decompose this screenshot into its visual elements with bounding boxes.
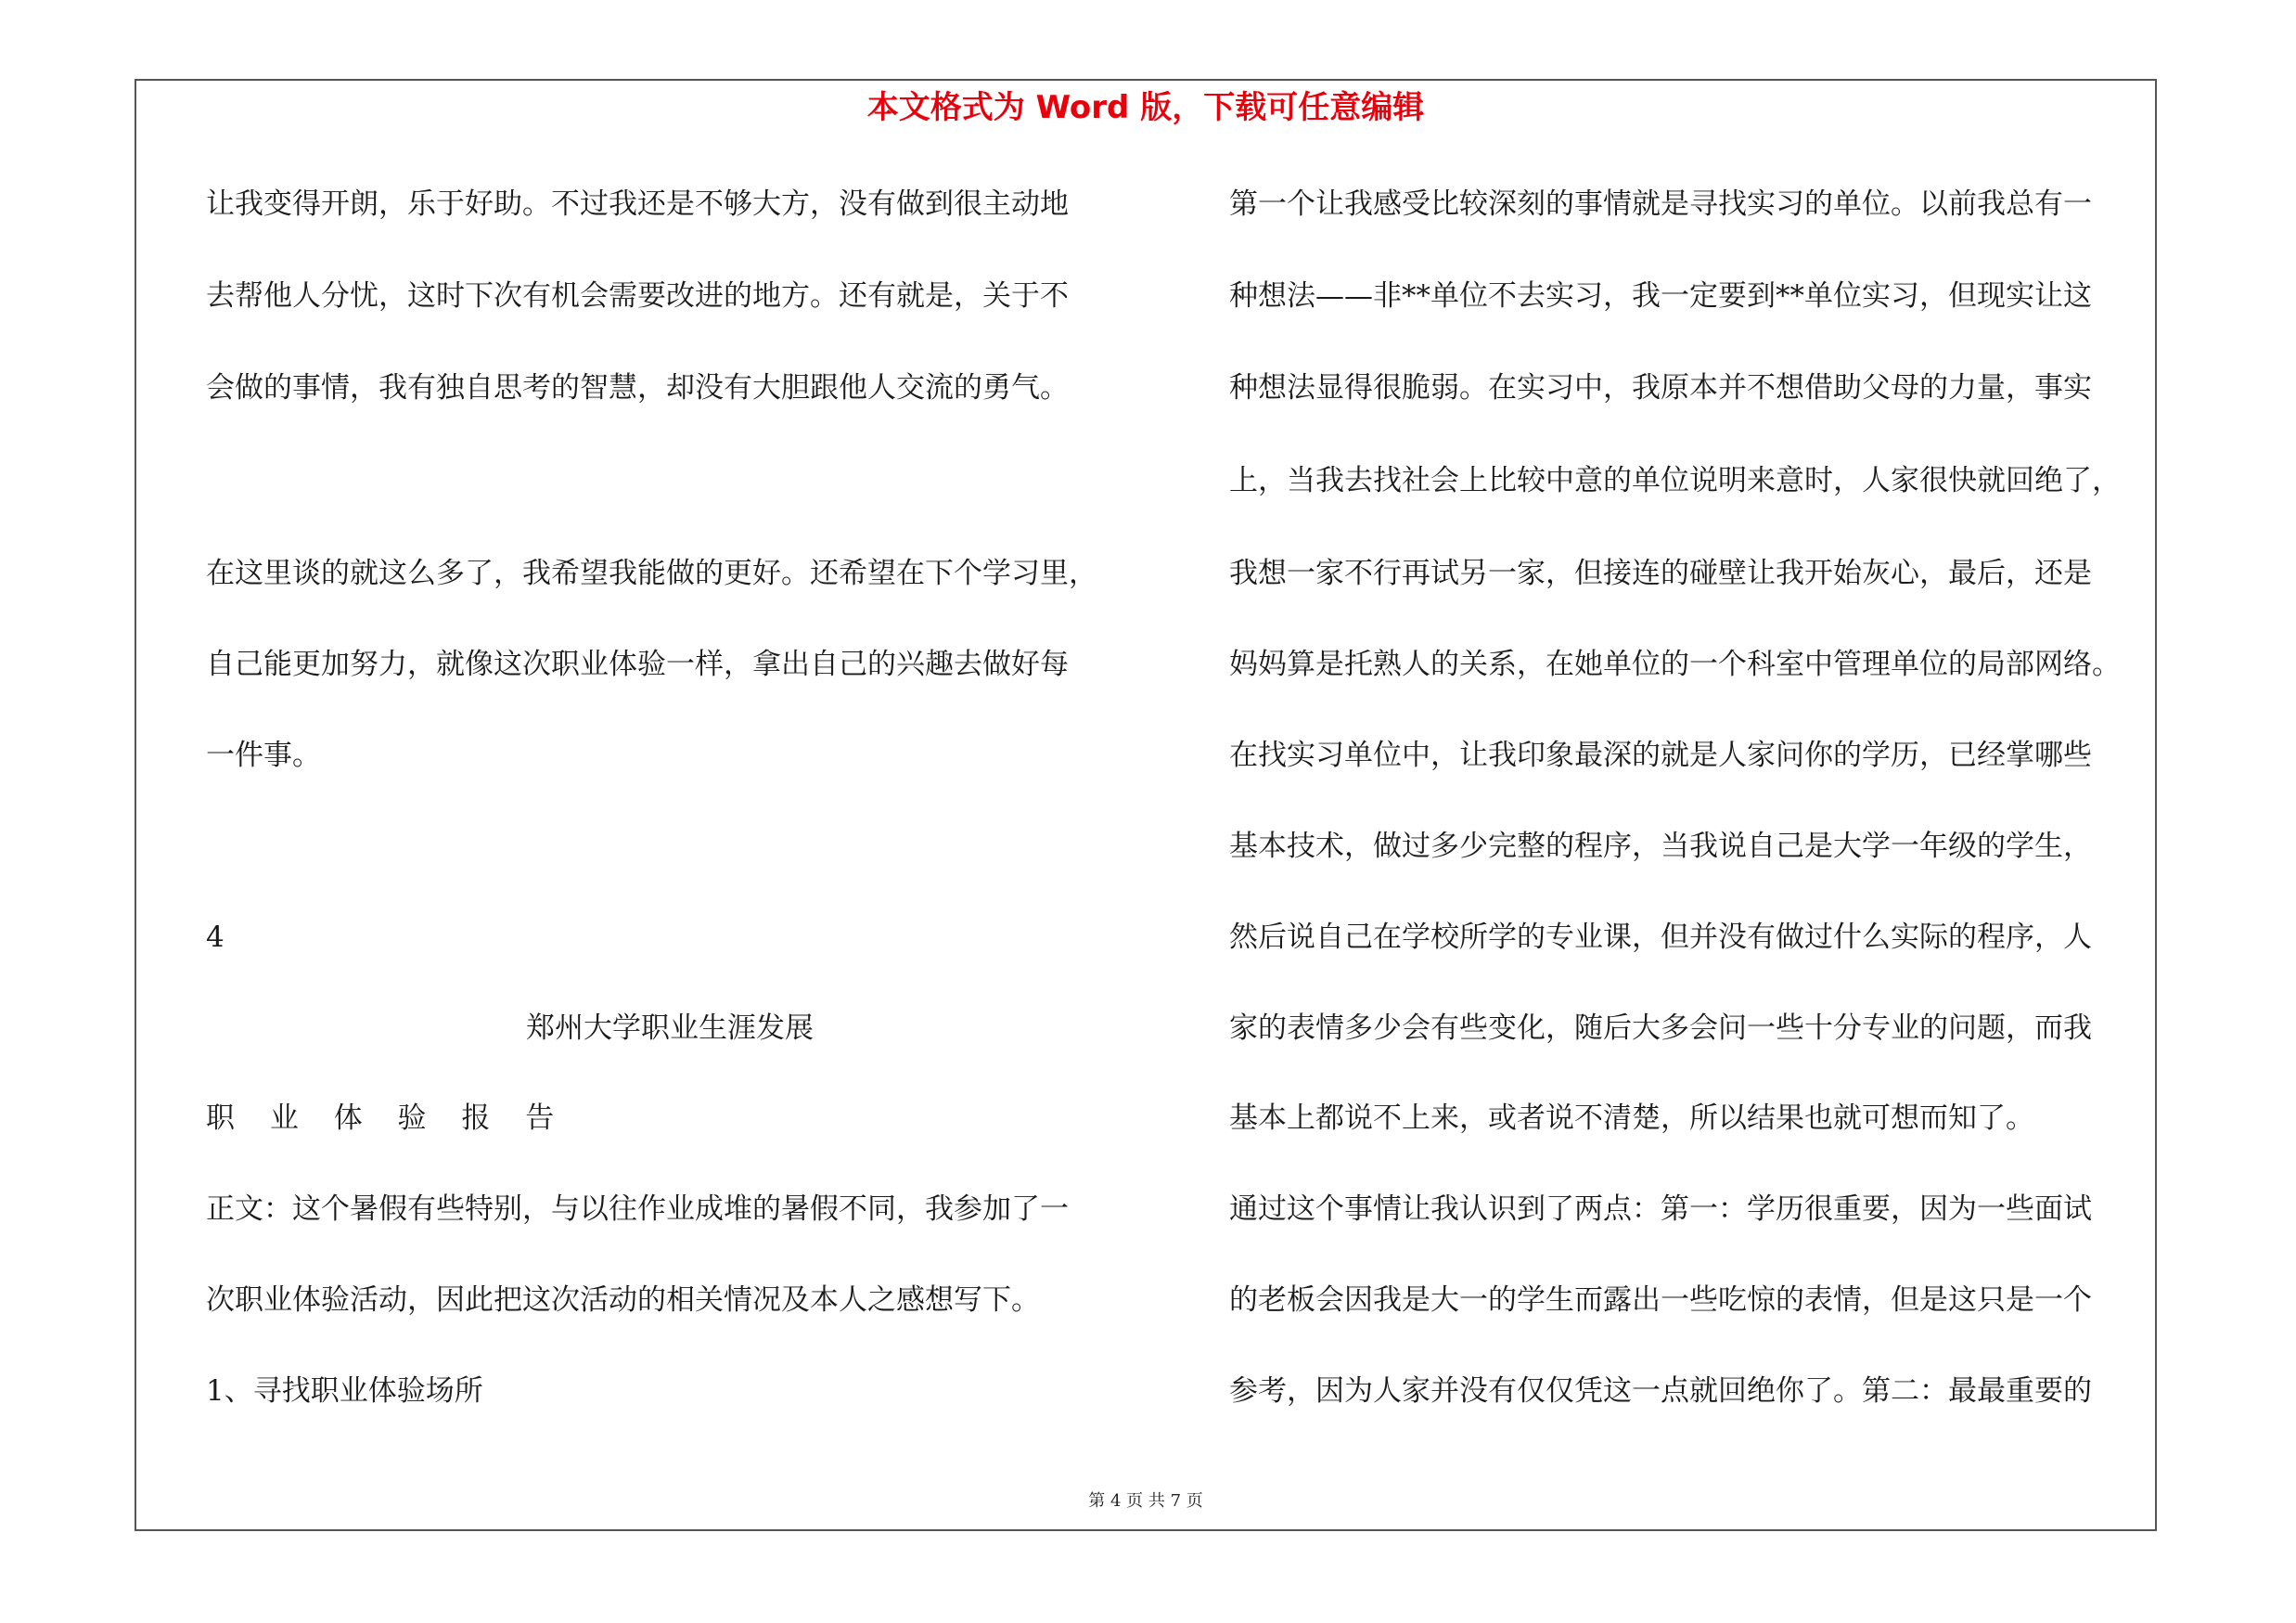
paragraph-line: 然后说自己在学校所学的专业课，但并没有做过什么实际的程序，人 [1229, 921, 2092, 954]
paragraph-line: 种想法——非**单位不去实习，我一定要到**单位实习，但现实让这 [1229, 279, 2092, 313]
paragraph-line: 正文：这个暑假有些特别，与以往作业成堆的暑假不同，我参加了一 [206, 1192, 1069, 1226]
page-footer: 第 4 页 共 7 页 [1088, 1491, 1203, 1511]
paragraph-line: 去帮他人分忧，这时下次有机会需要改进的地方。还有就是，关于不 [206, 279, 1069, 313]
paragraph-line: 会做的事情，我有独自思考的智慧，却没有大胆跟他人交流的勇气。 [206, 371, 1069, 405]
paragraph-line: 我想一家不行再试另一家，但接连的碰壁让我开始灰心，最后，还是 [1229, 557, 2092, 590]
paragraph-line: 第一个让我感受比较深刻的事情就是寻找实习的单位。以前我总有一 [1229, 187, 2092, 221]
paragraph-line: 妈妈算是托熟人的关系，在她单位的一个科室中管理单位的局部网络。 [1229, 648, 2121, 681]
paragraph-line: 基本技术，做过多少完整的程序，当我说自己是大学一年级的学生， [1229, 830, 2092, 863]
paragraph-line: 种想法显得很脆弱。在实习中，我原本并不想借助父母的力量，事实 [1229, 371, 2092, 405]
paragraph-line: 次职业体验活动，因此把这次活动的相关情况及本人之感想写下。 [206, 1283, 1040, 1317]
section-number: 4 [206, 921, 224, 954]
paragraph-line: 在找实习单位中，让我印象最深的就是人家问你的学历，已经掌哪些 [1229, 739, 2092, 772]
section-heading: 1、寻找职业体验场所 [206, 1374, 483, 1408]
paragraph-line: 参考，因为人家并没有仅仅凭这一点就回绝你了。第二：最最重要的 [1229, 1374, 2092, 1408]
paragraph-line: 基本上都说不上来，或者说不清楚，所以结果也就可想而知了。 [1229, 1101, 2034, 1135]
paragraph-line: 一件事。 [206, 739, 321, 772]
paragraph-line: 自己能更加努力，就像这次职业体验一样，拿出自己的兴趣去做好每 [206, 648, 1069, 681]
paragraph-line: 通过这个事情让我认识到了两点：第一：学历很重要，因为一些面试 [1229, 1192, 2092, 1226]
header-banner: 本文格式为 Word 版，下载可任意编辑 [866, 89, 1425, 126]
document-subtitle: 职 业 体 验 报 告 [206, 1101, 568, 1135]
paragraph-line: 上，当我去找社会上比较中意的单位说明来意时，人家很快就回绝了， [1229, 464, 2121, 497]
paragraph-line: 在这里谈的就这么多了，我希望我能做的更好。还希望在下个学习里， [206, 557, 1097, 590]
document-title: 郑州大学职业生涯发展 [526, 1011, 814, 1045]
paragraph-line: 家的表情多少会有些变化，随后大多会问一些十分专业的问题，而我 [1229, 1011, 2092, 1045]
paragraph-line: 让我变得开朗，乐于好助。不过我还是不够大方，没有做到很主动地 [206, 187, 1069, 221]
paragraph-line: 的老板会因我是大一的学生而露出一些吃惊的表情，但是这只是一个 [1229, 1283, 2092, 1317]
